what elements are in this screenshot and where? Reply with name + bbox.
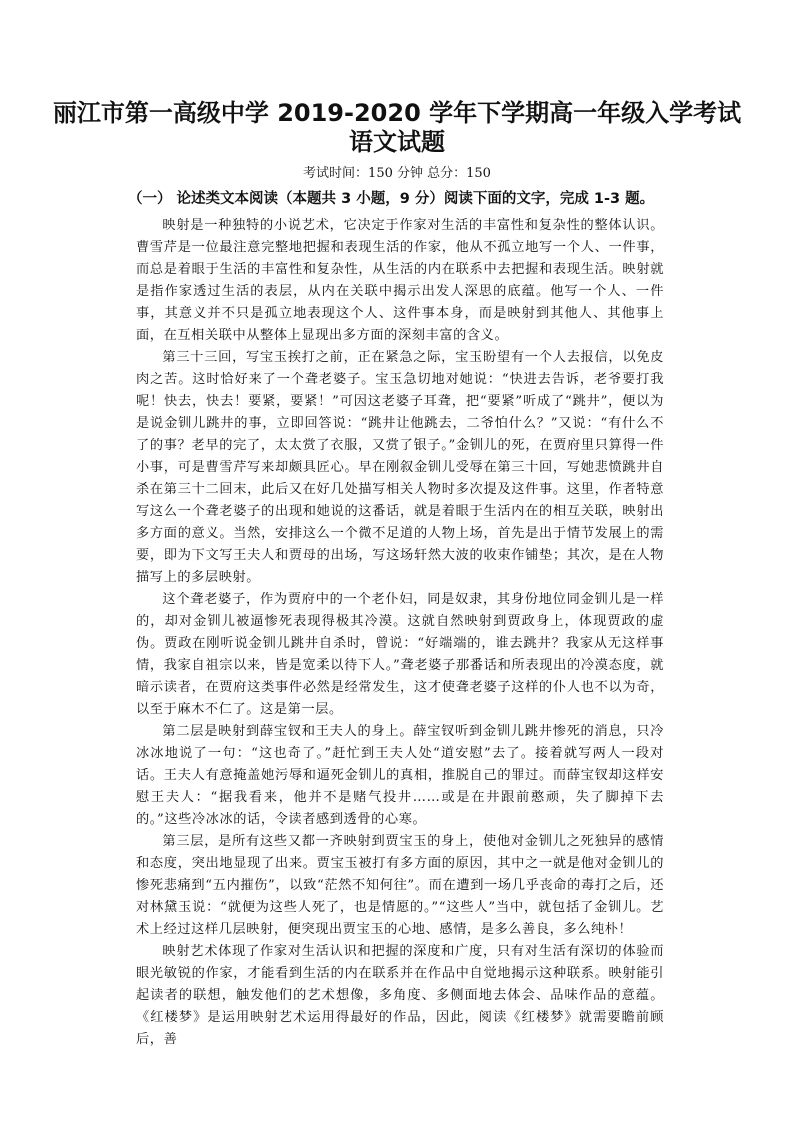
exam-title-line2: 语文试题 [349,128,445,156]
passage-paragraph: 映射是一种独特的小说艺术，它决定于作家对生活的丰富性和复杂性的整体认识。曹雪芹是一位最注意完整地把握和表现生活的作家，他从不孤立地写一个人、一件事，而总是着眼于生活的丰富性和复杂性，从生活的内在联系中去把握和表现生活。映射就是指作家透过生活的表层，从内在关联中揭示出发人深思的底蕴。他写一个人、一件事，其意义并不只是孤立地表现这个人、这件事本身，而是映射到其他人、其他事上面，在互相关联中从整体上显现出多方面的深刻丰富的含义。 [136,218,664,343]
passage-paragraph: 第二层是映射到薛宝钗和王夫人的身上。薛宝钗听到金钏儿跳井惨死的消息，只冷冰冰地说了一句：“这也奇了。”赶忙到王夫人处“道安慰”去了。接着就写两人一段对话。王夫人有意掩盖她污辱和逼死金钏儿的真相，推脱自己的罪过。而薛宝钗却这样安慰王夫人：“据我看来，他并不是赌气投井……或是在井跟前憨顽，失了脚掉下去的。”这些冷冰冰的话，令读者感到透骨的心寒。 [136,724,664,827]
exam-title-line1: 丽江市第一高级中学 2019-2020 学年下学期高一年级入学考试 [52,99,742,127]
passage-paragraph: 这个聋老婆子，作为贾府中的一个老仆妇，同是奴隶，其身份地位同金钏儿是一样的，却对金钏儿被逼惨死表现得极其冷漠。这就自然映射到贾政身上，体现贾政的虚伪。贾政在刚听说金钏儿跳井自杀时，曾说：“好端端的，谁去跳井？我家从无这样事情，我家自祖宗以来，皆是宽柔以待下人。”聋老婆子那番话和所表现出的冷漠态度，就暗示读者，在贾府这类事件必然是经常发生，这才使聋老婆子这样的仆人也不以为奇，以至于麻木不仁了。这是第一层。 [136,592,664,717]
exam-time-and-score: 考试时间：150 分钟 总分：150 [303,166,491,181]
passage-paragraph: 映射艺术体现了作家对生活认识和把握的深度和广度，只有对生活有深切的体验而眼光敏锐的作家，才能看到生活的内在联系并在作品中自觉地揭示这种联系。映射能引起读者的联想，触发他们的艺术想像，多角度、多侧面地去体会、品味作品的意蕴。《红楼梦》是运用映射艺术运用得最好的作品，因此，阅读《红楼梦》就需要瞻前顾后，善 [136,944,664,1047]
passage-paragraph: 第三层，是所有这些又都一齐映射到贾宝玉的身上，使他对金钏儿之死独异的感情和态度，突出地显现了出来。贾宝玉被打有多方面的原因，其中之一就是他对金钏儿的惨死悲痛到“五内摧伤”，以致“茫然不知何往”。而在遭到一场几乎丧命的毒打之后，还对林黛玉说：“就便为这些人死了，也是情愿的。”“这些人”当中，就包括了金钏儿。艺术上经过这样几层映射，便突现出贾宝玉的心地、感情，是多么善良，多么纯朴！ [136,834,664,937]
passage-paragraph: 第三十三回，写宝玉挨打之前，正在紧急之际，宝玉盼望有一个人去报信，以免皮肉之苦。这时恰好来了一个聋老婆子。宝玉急切地对她说：“快进去告诉，老爷要打我呢！快去，快去！要紧，要紧！”可因这老婆子耳聋，把“要紧”听成了“跳井”，便以为是说金钏儿跳井的事，立即回答说：“跳井让他跳去，二爷怕什么？”又说：“有什么不了的事？老早的完了，太太赏了衣服，又赏了银子。”金钏儿的死，在贾府里只算得一件小事，可是曹雪芹写来却颇具匠心。早在刚叙金钏儿受辱在第三十回，写她悲愤跳井自杀在第三十二回末，此后又在好几处描写相关人物时多次提及这件事。这里，作者特意写这么一个聋老婆子的出现和她说的这番话，就是着眼于生活内在的相互关联，映射出多方面的意义。当然，安排这么一个微不足道的人物上场，首先是出于情节发展上的需要，即为下文写王夫人和贾母的出场，写这场轩然大波的收束作铺垫；其次，是在人物描写上的多层映射。 [136,350,664,585]
section-heading: （一） 论述类文本阅读（本题共 3 小题，9 分）阅读下面的文字，完成 1-3 题。 [128,191,655,207]
reading-passage [136,215,664,1051]
